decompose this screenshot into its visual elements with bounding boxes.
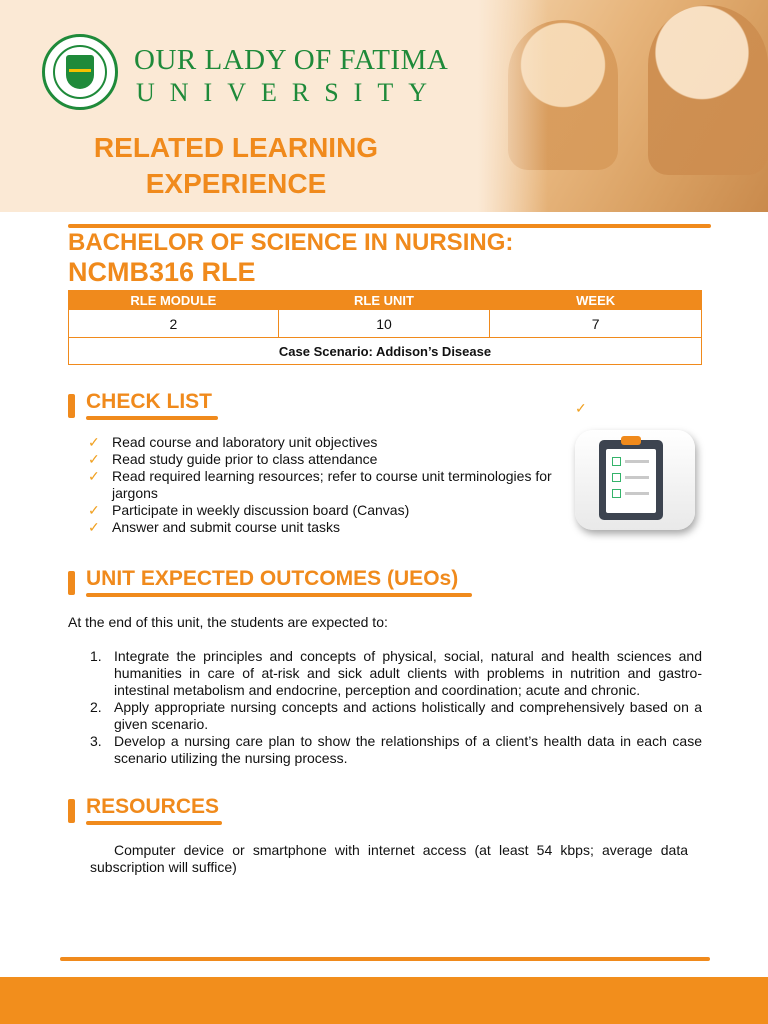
- info-table: [68, 290, 702, 365]
- item-number: 3.: [90, 733, 102, 749]
- ueo-heading: UNIT EXPECTED OUTCOMES (UEOs): [86, 567, 459, 590]
- rle-title: [66, 130, 406, 202]
- section-marker: [68, 571, 75, 595]
- list-item: [88, 434, 568, 451]
- section-marker: [68, 799, 75, 823]
- checklist-item-text: Answer and submit course unit tasks: [112, 519, 340, 535]
- ueo-item-text: Apply appropriate nursing concepts and actions holistically and comprehensively based on a given scenario.: [114, 699, 702, 732]
- checklist-items: [88, 434, 568, 536]
- resources-text: Computer device or smartphone with internet access (at least 54 kbps; average data subscription will suffice): [90, 842, 688, 875]
- checkmark-icon: ✓: [575, 400, 587, 416]
- item-number: 2.: [90, 699, 102, 715]
- rle-title-line2: EXPERIENCE: [145, 168, 327, 199]
- university-seal-icon: [42, 34, 118, 110]
- resources-underline: [86, 821, 222, 825]
- checklist-heading: CHECK LIST: [86, 390, 212, 413]
- nursing-students-photo: [478, 0, 768, 212]
- list-item: [90, 699, 702, 733]
- ueo-intro: At the end of this unit, the students are expected to:: [68, 614, 388, 630]
- checklist-item-text: Read study guide prior to class attendance: [112, 451, 378, 467]
- table-header-row: [69, 291, 702, 310]
- checklist-item-text: Participate in weekly discussion board (Canvas): [112, 502, 410, 518]
- list-item: [88, 519, 568, 536]
- ueo-underline: [86, 593, 472, 597]
- header-rle-module: RLE MODULE: [69, 291, 279, 310]
- header-banner: [0, 0, 768, 212]
- checkmark-icon: ✓: [88, 502, 100, 518]
- checklist-item-text: Read course and laboratory unit objectives: [112, 434, 378, 450]
- checklist-item-text: Read required learning resources; refer to course unit terminologies for jargons: [112, 468, 552, 501]
- case-scenario: Case Scenario: Addison’s Disease: [69, 338, 702, 365]
- cell-week: 7: [490, 310, 702, 338]
- rle-title-line1: RELATED LEARNING: [93, 132, 379, 163]
- footer-band: [0, 977, 768, 1024]
- ueo-item-text: Develop a nursing care plan to show the relationships of a client’s health data in each case scenario utilizing the nursing process.: [114, 733, 702, 766]
- header-rle-unit: RLE UNIT: [278, 291, 490, 310]
- item-number: 1.: [90, 648, 102, 664]
- table-row: [69, 310, 702, 338]
- list-item: [90, 648, 702, 699]
- checkmark-icon: ✓: [88, 468, 100, 484]
- ueo-item-text: Integrate the principles and concepts of physical, social, natural and health sciences and humanities in care of at-risk and sick adult clients with problems in nutrition and gastro-intestinal metabolism and endocrine, perception and coordination; acute and chronic.: [114, 648, 702, 698]
- program-title: BACHELOR OF SCIENCE IN NURSING:: [68, 229, 514, 256]
- ueo-list: [90, 648, 702, 767]
- section-marker: [68, 394, 75, 418]
- list-item: [88, 451, 568, 468]
- bottom-divider: [60, 957, 710, 961]
- cell-rle-module: 2: [69, 310, 279, 338]
- cell-rle-unit: 10: [278, 310, 490, 338]
- table-row: [69, 338, 702, 365]
- list-item: [90, 733, 702, 767]
- header-week: WEEK: [490, 291, 702, 310]
- top-divider: [68, 224, 711, 228]
- checkmark-icon: ✓: [88, 434, 100, 450]
- list-item: [88, 468, 568, 502]
- list-item: [88, 502, 568, 519]
- checklist-underline: [86, 416, 218, 420]
- course-code: NCMB316 RLE: [68, 257, 256, 287]
- resources-heading: RESOURCES: [86, 795, 220, 818]
- checkmark-icon: ✓: [88, 451, 100, 467]
- university-name-line1: OUR LADY OF FATIMA: [134, 44, 449, 76]
- checkmark-icon: ✓: [88, 519, 100, 535]
- clipboard-checklist-icon: [575, 430, 695, 530]
- university-name-line2: UNIVERSITY: [136, 78, 442, 107]
